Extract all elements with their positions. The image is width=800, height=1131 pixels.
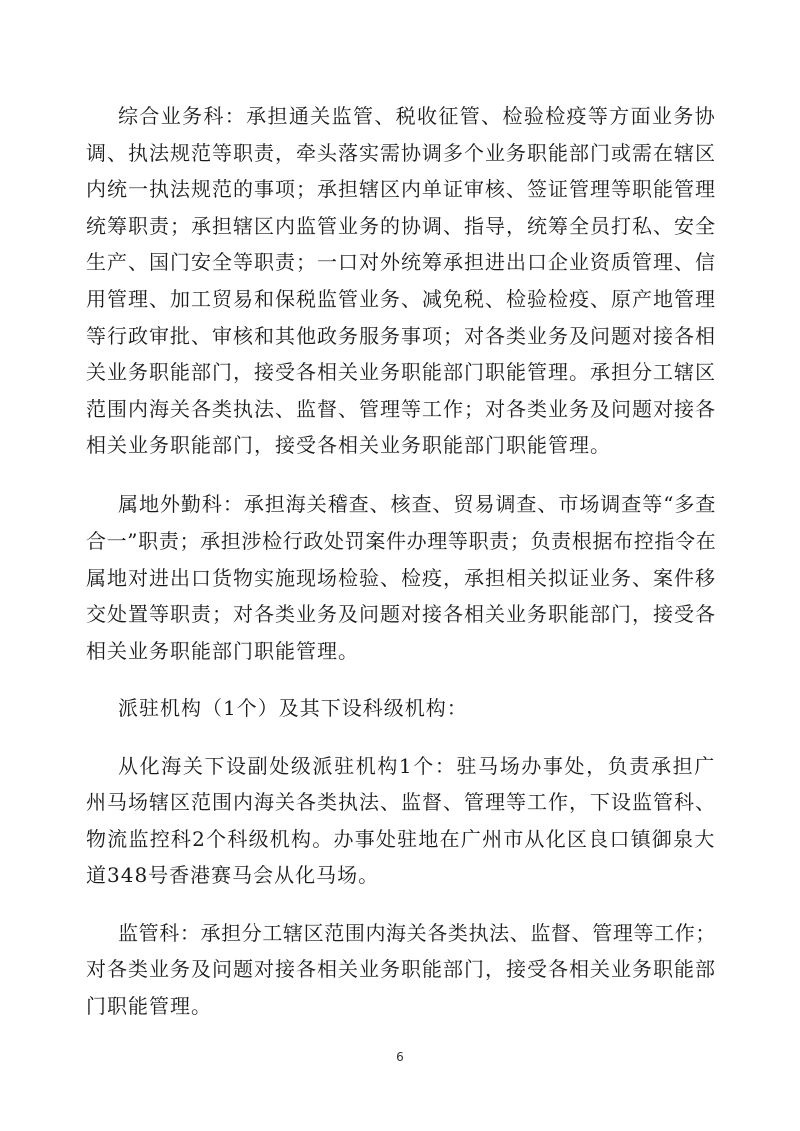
paragraph-line: 合一”职责；承担涉检行政处罚案件办理等职责；负责根据布控指令在 — [86, 529, 717, 553]
paragraph-line: 属地外勤科：承担海关稽查、核查、贸易调查、市场调查等“多查 — [118, 492, 717, 517]
paragraph-line: 范围内海关各类执法、监督、管理等工作；对各类业务及问题对接各 — [86, 396, 716, 421]
paragraph-line: 调、执法规范等职责，牵头落实需协调多个业务职能部门或需在辖区 — [86, 140, 716, 165]
paragraph-line: 监管科：承担分工辖区范围内海关各类执法、监督、管理等工作； — [118, 920, 716, 945]
paragraph-line: 对各类业务及问题对接各相关业务职能部门，接受各相关业务职能部 — [86, 957, 716, 982]
paragraph-line: 州马场辖区范围内海关各类执法、监督、管理等工作，下设监管科、 — [86, 790, 716, 815]
paragraph-line: 交处置等职责；对各类业务及问题对接各相关业务职能部门，接受各 — [86, 602, 716, 627]
paragraph-line: 派驻机构（1个）及其下设科级机构： — [118, 696, 468, 721]
paragraph-line: 从化海关下设副处级派驻机构1个：驻马场办事处，负责承担广 — [118, 753, 716, 778]
page-number: 6 — [396, 1050, 404, 1064]
paragraph-line: 相关业务职能部门，接受各相关业务职能部门职能管理。 — [86, 433, 611, 458]
paragraph-line: 等行政审批、审核和其他政务服务事项；对各类业务及问题对接各相 — [86, 323, 716, 348]
paragraph-line: 属地对进出口货物实施现场检验、检疫，承担相关拟证业务、案件移 — [86, 565, 716, 590]
paragraph-line: 物流监控科2个科级机构。办事处驻地在广州市从化区良口镇御泉大 — [86, 826, 716, 851]
paragraph-line: 相关业务职能部门职能管理。 — [86, 638, 359, 663]
paragraph-line: 生产、国门安全等职责；一口对外统筹承担进出口企业资质管理、信 — [86, 250, 716, 275]
paragraph-line: 门职能管理。 — [86, 994, 212, 1018]
paragraph-line: 道348号香港赛马会从化马场。 — [86, 863, 380, 888]
paragraph-line: 用管理、加工贸易和保税监管业务、减免税、检验检疫、原产地管理 — [86, 286, 716, 311]
paragraph-line: 综合业务科：承担通关监管、税收征管、检验检疫等方面业务协 — [118, 104, 717, 128]
paragraph-line: 关业务职能部门，接受各相关业务职能部门职能管理。承担分工辖区 — [86, 360, 716, 384]
paragraph-line: 统筹职责；承担辖区内监管业务的协调、指导，统筹全员打私、安全 — [86, 213, 716, 238]
paragraph-line: 内统一执法规范的事项；承担辖区内单证审核、签证管理等职能管理 — [86, 177, 716, 202]
